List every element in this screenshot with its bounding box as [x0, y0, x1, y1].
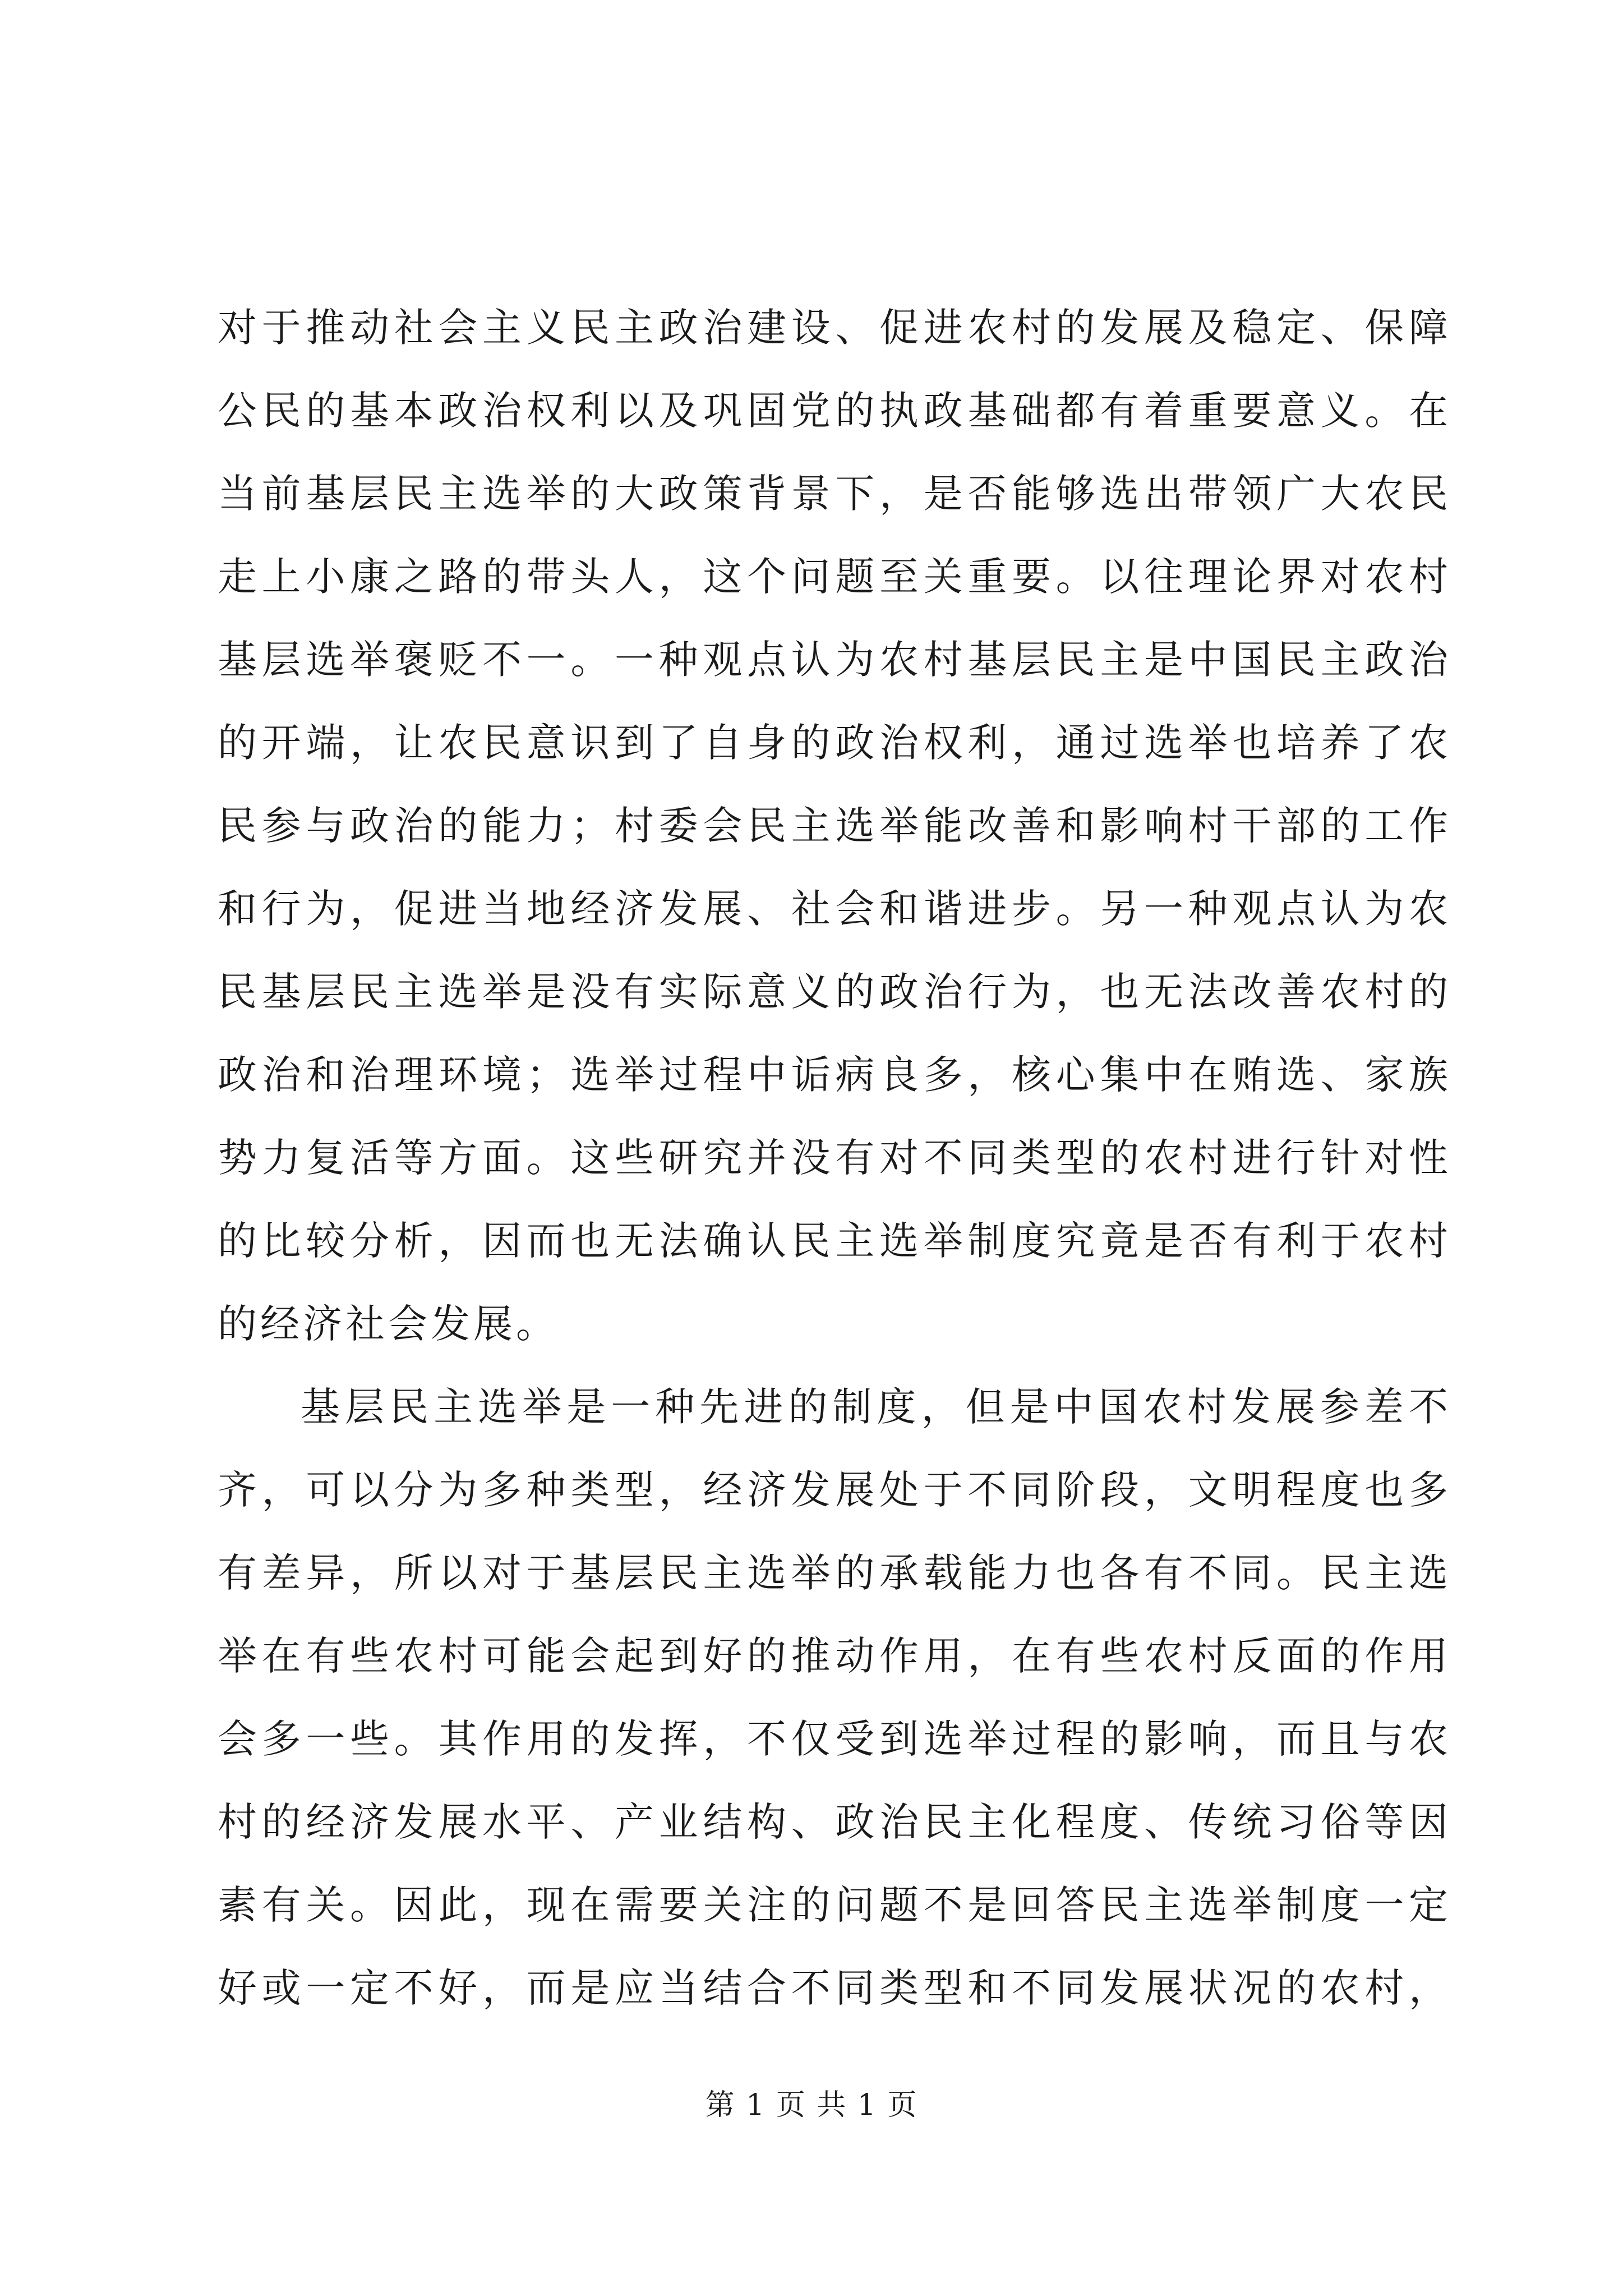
text-line: 当前基层民主选举的大政策背景下，是否能够选出带领广大农民 — [218, 471, 1451, 517]
text-line: 基层选举褒贬不一。一种观点认为农村基层民主是中国民主政治 — [218, 637, 1451, 683]
text-line: 走上小康之路的带头人，这个问题至关重要。以往理论界对农村 — [218, 554, 1451, 600]
text-line: 公民的基本政治权利以及巩固党的执政基础都有着重要意义。在 — [218, 388, 1451, 434]
text-line: 和行为，促进当地经济发展、社会和谐进步。另一种观点认为农 — [218, 886, 1451, 932]
text-line: 举在有些农村可能会起到好的推动作用，在有些农村反面的作用 — [218, 1633, 1451, 1679]
document-body — [218, 286, 1451, 2030]
text-line: 村的经济发展水平、产业结构、政治民主化程度、传统习俗等因 — [218, 1799, 1451, 1845]
paragraph-1 — [218, 286, 1451, 1365]
text-line: 素有关。因此，现在需要关注的问题不是回答民主选举制度一定 — [218, 1882, 1451, 1928]
text-line: 的经济社会发展。 — [218, 1301, 559, 1347]
text-line: 会多一些。其作用的发挥，不仅受到选举过程的影响，而且与农 — [218, 1716, 1451, 1762]
text-line: 的比较分析，因而也无法确认民主选举制度究竟是否有利于农村 — [218, 1218, 1451, 1264]
text-line: 势力复活等方面。这些研究并没有对不同类型的农村进行针对性 — [218, 1135, 1451, 1181]
text-line: 政治和治理环境；选举过程中诟病良多，核心集中在贿选、家族 — [218, 1052, 1451, 1098]
text-line: 齐，可以分为多种类型，经济发展处于不同阶段，文明程度也多 — [218, 1467, 1451, 1513]
text-line: 的开端，让农民意识到了自身的政治权利，通过选举也培养了农 — [218, 720, 1451, 766]
page-number: 第 1 页 共 1 页 — [705, 2088, 918, 2122]
page-footer — [0, 2086, 1623, 2125]
text-line: 对于推动社会主义民主政治建设、促进农村的发展及稳定、保障 — [218, 305, 1451, 351]
text-line: 民参与政治的能力；村委会民主选举能改善和影响村干部的工作 — [218, 803, 1451, 849]
text-line: 民基层民主选举是没有实际意义的政治行为，也无法改善农村的 — [218, 969, 1451, 1015]
text-line: 有差异，所以对于基层民主选举的承载能力也各有不同。民主选 — [218, 1550, 1451, 1596]
paragraph-2 — [218, 1365, 1451, 2030]
text-line: 好或一定不好，而是应当结合不同类型和不同发展状况的农村， — [218, 1965, 1451, 2011]
text-line: 基层民主选举是一种先进的制度，但是中国农村发展参差不 — [301, 1384, 1451, 1430]
